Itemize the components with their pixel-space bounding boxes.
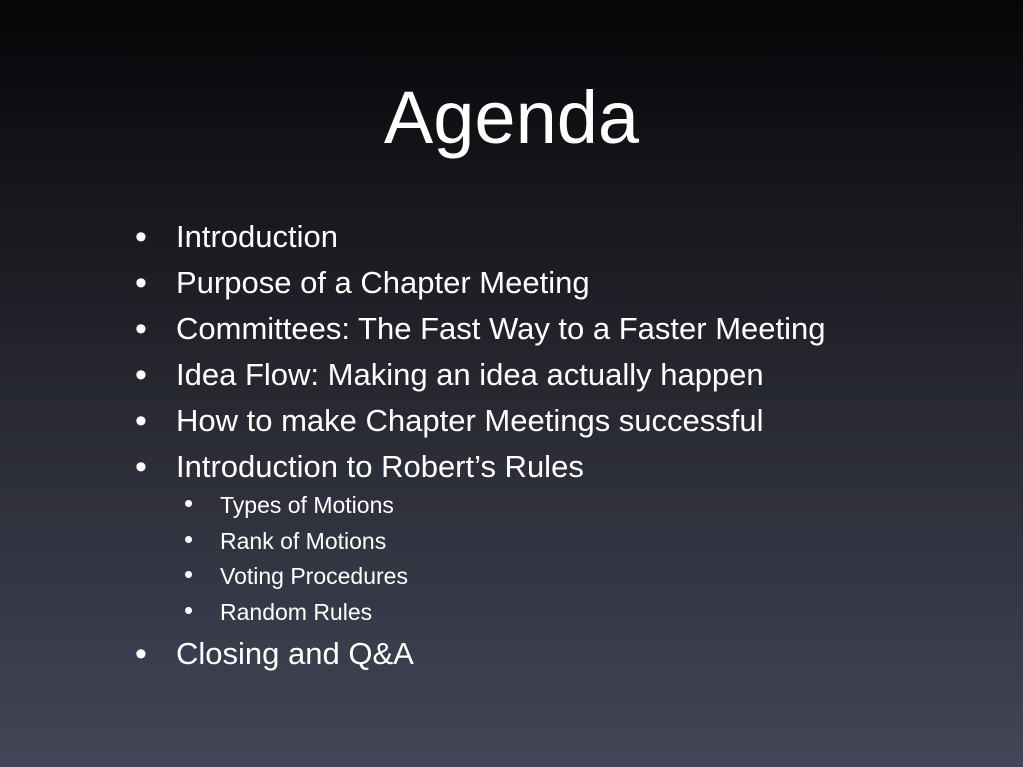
subitem-random-rules: [176, 594, 890, 626]
agenda-item-introduction: [130, 218, 890, 255]
agenda-item-idea-flow: [130, 356, 890, 393]
subitem-rank-of-motions: [176, 523, 890, 555]
agenda-item-label: Idea Flow: Making an idea actually happen: [176, 357, 764, 392]
subitem-label: Voting Procedures: [220, 563, 408, 589]
slide-title: Agenda: [383, 76, 640, 159]
subitem-types-of-motions: [176, 488, 890, 519]
roberts-rules-sublist: [176, 488, 890, 626]
agenda-item-label: Introduction to Robert’s Rules: [176, 449, 584, 484]
agenda-item-purpose: [130, 264, 890, 301]
bullet-icon: •: [184, 488, 194, 518]
subitem-label: Types of Motions: [220, 492, 394, 518]
subitem-voting-procedures: [176, 559, 890, 590]
bullet-icon: •: [135, 356, 147, 394]
bullet-icon: •: [135, 310, 147, 348]
agenda-item-label: Committees: The Fast Way to a Faster Meeting: [176, 311, 826, 346]
bullet-icon: •: [135, 448, 147, 486]
agenda-item-label: Introduction: [176, 219, 338, 254]
agenda-item-label: Closing and Q&A: [176, 635, 414, 671]
agenda-item-successful-meetings: [130, 402, 890, 439]
bullet-icon: •: [184, 523, 194, 554]
subitem-label: Rank of Motions: [220, 527, 387, 554]
bullet-icon: •: [135, 402, 147, 440]
bullet-icon: •: [135, 218, 147, 256]
bullet-icon: •: [184, 559, 194, 589]
bullet-icon: •: [184, 594, 194, 625]
agenda-item-closing: [130, 635, 890, 672]
bullet-icon: •: [135, 264, 147, 302]
subitem-label: Random Rules: [220, 598, 373, 625]
agenda-list: [130, 218, 890, 681]
bullet-icon: •: [135, 634, 147, 673]
agenda-item-committees: [130, 310, 890, 347]
agenda-item-label: Purpose of a Chapter Meeting: [176, 265, 590, 300]
agenda-item-roberts-rules: [130, 448, 890, 626]
agenda-item-label: How to make Chapter Meetings successful: [176, 403, 764, 438]
